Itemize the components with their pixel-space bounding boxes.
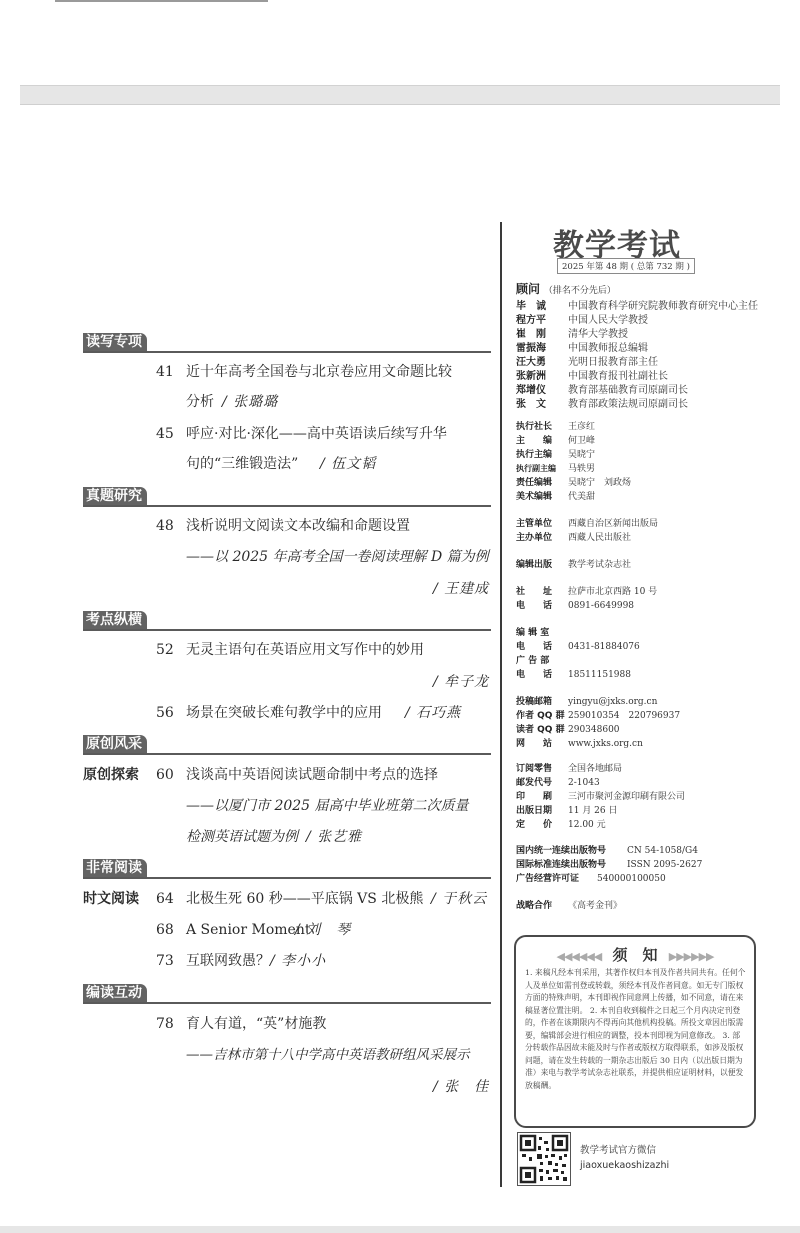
notice-title: 须 知 — [612, 946, 658, 964]
entry-subtitle: ——吉林市第十八中学高中英语教研组风采展示 — [186, 1047, 470, 1063]
section-biandu — [83, 984, 491, 1004]
entry-title-cont: 分析 — [186, 394, 214, 410]
section-label: 原创风采 — [83, 735, 147, 754]
entry-author: / 李小小 — [270, 953, 327, 969]
entry-title-cont: 句的“三维锻造法” — [186, 456, 299, 472]
entry-title: 浅谈高中英语阅读试题命制中考点的选择 — [186, 767, 438, 783]
page-number: 56 — [156, 705, 174, 721]
issue-number: 2025 年第 48 期 ( 总第 732 期 ) — [557, 258, 695, 274]
entry-title: 互联网致愚？ — [186, 953, 270, 969]
column-divider — [500, 222, 502, 1187]
page-number: 64 — [156, 891, 174, 907]
page-number: 52 — [156, 642, 174, 658]
section-label: 读写专项 — [83, 333, 147, 352]
advisors-label: 顾问 （排名不分先后） — [516, 282, 616, 296]
top-rule — [55, 0, 268, 2]
section-label: 考点纵横 — [83, 611, 147, 630]
header-band — [20, 85, 780, 105]
section-feichang — [83, 859, 491, 879]
qr-icon — [518, 1133, 570, 1185]
entry-author: / 张璐璐 — [222, 394, 279, 410]
entry-author: / 刘 琴 — [295, 922, 352, 938]
wechat-qr-code[interactable] — [517, 1132, 571, 1186]
entry-subtitle: ——以 2025 年高考全国一卷阅读理解 D 篇为例 — [186, 549, 489, 565]
entry-title: 北极生死 60 秒——平底锅 VS 北极熊 — [186, 891, 424, 907]
website-link[interactable]: www.jxks.org.cn — [568, 739, 643, 749]
bottom-band — [0, 1226, 800, 1233]
notice-body: 1. 来稿凡经本刊采用，其著作权归本刊及作者共同共有。任何个人及单位如需刊登或转载，须经本刊及作者同意。如无专门版权方面的特殊声明，本刊即视作同意网上传播，如不同意，请在来稿显著位置注明。 2. 本刊自收到稿件之日起三个月内决定刊登的，作者在该期限内不得再向其他机构投稿。所投文章因出版需要，编辑部会进行相应的调整，投本刊即视为同意修改。 3. 部分转载作品因故未能及时与作者或版权方取得联系，如涉及版权问题，请在发生转载的一期杂志出版后 30 日内（以出版日期为准）来电与教学考试杂志社联系，并提供相应证明材料，以便发放稿酬。 — [525, 968, 746, 1090]
entry-title: 呼应·对比·深化——高中英语读后续写升华 — [186, 426, 447, 442]
page-number: 48 — [156, 518, 174, 534]
entry-title: 浅析说明文阅读文本改编和命题设置 — [186, 518, 410, 534]
page-number: 45 — [156, 426, 174, 442]
page-number: 60 — [156, 767, 174, 783]
entry-title: A Senior Moment — [186, 922, 311, 938]
section-kaodian — [83, 611, 491, 631]
entry-subtitle: ——以厦门市 2025 届高中毕业班第二次质量 — [186, 798, 469, 814]
submission-email[interactable]: yingyu@jxks.org.cn — [568, 697, 658, 707]
page-number: 78 — [156, 1016, 174, 1032]
section-yuanchuang — [83, 735, 491, 755]
section-duxie — [83, 333, 491, 353]
page-number: 68 — [156, 922, 174, 938]
section-label: 真题研究 — [83, 487, 147, 506]
partner-value: 《高考金刊》 — [568, 901, 623, 911]
arrow-left-icons: ◀◀◀◀◀◀ — [556, 950, 602, 963]
entry-author: / 张艺雅 — [306, 829, 363, 845]
wechat-label: 教学考试官方微信 — [580, 1145, 657, 1156]
section-zhenti — [83, 487, 491, 507]
entry-author: / 张 佳 — [433, 1079, 490, 1095]
page-number: 73 — [156, 953, 174, 969]
magazine-title: 教学考试 — [553, 228, 681, 264]
entry-author: / 牟子龙 — [433, 674, 490, 690]
entry-title: 近十年高考全国卷与北京卷应用文命题比较 — [186, 364, 452, 380]
entry-subtitle-cont: 检测英语试题为例 — [186, 829, 298, 845]
partner-label: 战略合作 — [516, 901, 553, 911]
entry-author: / 于秋云 — [431, 891, 488, 907]
sublabel-shiwen: 时文阅读 — [83, 891, 139, 907]
entry-title: 无灵主语句在英语应用文写作中的妙用 — [186, 642, 424, 658]
arrow-right-icons: ▶▶▶▶▶▶ — [668, 950, 714, 963]
entry-author: / 伍文韬 — [320, 456, 377, 472]
page-number: 41 — [156, 364, 174, 380]
entry-author: / 王建成 — [433, 581, 490, 597]
sublabel-yuanchuang: 原创探索 — [83, 767, 139, 783]
entry-author: / 石巧燕 — [405, 705, 462, 721]
section-label: 编读互动 — [83, 984, 147, 1003]
section-label: 非常阅读 — [83, 859, 147, 878]
notice-box — [514, 935, 756, 1128]
entry-title: 育人有道，“英”材施教 — [186, 1016, 327, 1032]
wechat-id: jiaoxuekaoshizazhi — [580, 1160, 670, 1171]
entry-title: 场景在突破长难句教学中的应用 — [186, 705, 382, 721]
